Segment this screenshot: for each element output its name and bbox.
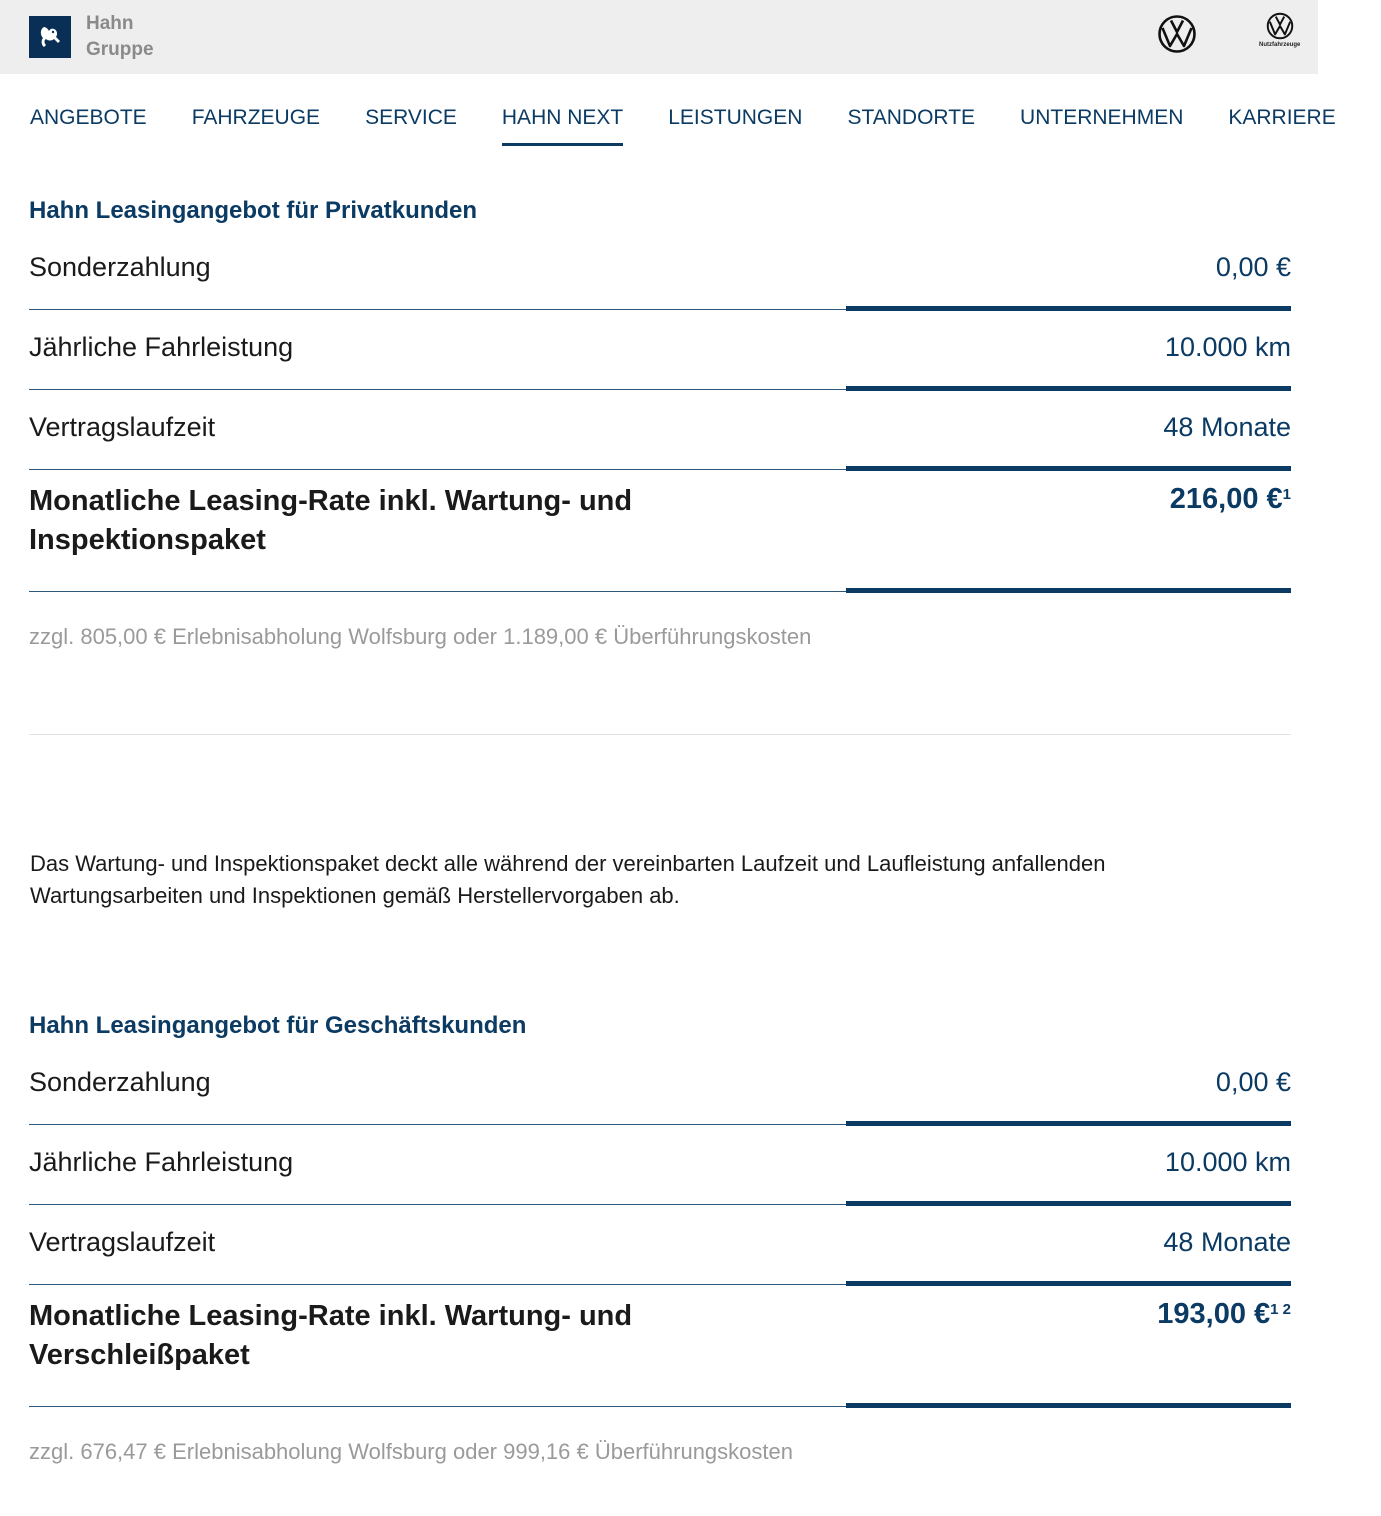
- main-nav: [30, 104, 1381, 146]
- monthly-rate-value: [1157, 1297, 1291, 1331]
- nav-item-standorte[interactable]: STANDORTE: [847, 106, 976, 129]
- business-row-fahrleistung: [29, 1125, 1291, 1205]
- vw-logo-icon: [1157, 14, 1197, 54]
- nav-item-hahn-next[interactable]: HAHN NEXT: [502, 104, 623, 146]
- logo-text: [86, 11, 154, 63]
- vw-nutzfahrzeuge-caption: Nutzfahrzeuge: [1259, 42, 1301, 48]
- logo-line-2: Gruppe: [86, 39, 154, 60]
- business-row-laufzeit: [29, 1205, 1291, 1285]
- row-label: Vertragslaufzeit: [29, 1227, 216, 1257]
- row-label: Jährliche Fahrleistung: [29, 1147, 294, 1177]
- row-value: 48 Monate: [1163, 412, 1291, 442]
- business-row-sonderzahlung: [29, 1045, 1291, 1125]
- vw-nutzfahrzeuge-brand-link[interactable]: [1259, 12, 1300, 48]
- monthly-rate-amount: 193,00 €: [1157, 1298, 1271, 1330]
- logo-line-1: Hahn: [86, 13, 134, 34]
- business-delivery-note: zzgl. 676,47 € Erlebnisabholung Wolfsburg oder 999,16 € Überführungskosten: [29, 1439, 793, 1464]
- row-label: Sonderzahlung: [29, 1067, 211, 1097]
- row-value: 0,00 €: [1215, 252, 1291, 282]
- top-bar: [0, 0, 1318, 74]
- nav-item-karriere[interactable]: KARRIERE: [1228, 106, 1336, 129]
- private-delivery-note: zzgl. 805,00 € Erlebnisabholung Wolfsburg oder 1.189,00 € Überführungskosten: [29, 624, 812, 649]
- row-accent-bar: [846, 588, 1291, 593]
- monthly-rate-label: Monatliche Leasing-Rate inkl. Wartung- und Verschleißpaket: [29, 1300, 633, 1371]
- vw-nutzfahrzeuge-logo-icon: [1266, 12, 1294, 40]
- hahn-gruppe-logo[interactable]: [29, 11, 154, 63]
- row-value: 0,00 €: [1215, 1067, 1291, 1097]
- nav-item-fahrzeuge[interactable]: FAHRZEUGE: [191, 106, 321, 129]
- private-row-monthly-rate: [29, 470, 1291, 592]
- nav-item-unternehmen[interactable]: UNTERNEHMEN: [1020, 106, 1184, 129]
- vw-brand-link[interactable]: [1157, 14, 1197, 54]
- footnote-marker: 1: [1282, 486, 1291, 503]
- nav-item-leistungen[interactable]: LEISTUNGEN: [668, 106, 803, 129]
- nav-item-service[interactable]: SERVICE: [365, 106, 457, 129]
- private-row-sonderzahlung: [29, 230, 1291, 310]
- business-offer-section: [29, 1011, 1291, 1467]
- private-row-laufzeit: [29, 390, 1291, 470]
- private-row-fahrleistung: [29, 310, 1291, 390]
- private-offer-title: Hahn Leasingangebot für Privatkunden: [29, 197, 478, 224]
- section-divider: [29, 734, 1291, 735]
- row-value: 48 Monate: [1163, 1227, 1291, 1257]
- nav-item-angebote[interactable]: ANGEBOTE: [30, 106, 147, 129]
- monthly-rate-label: Monatliche Leasing-Rate inkl. Wartung- und Inspektionspaket: [29, 485, 633, 556]
- row-label: Jährliche Fahrleistung: [29, 332, 294, 362]
- row-label: Vertragslaufzeit: [29, 412, 216, 442]
- business-offer-title: Hahn Leasingangebot für Geschäftskunden: [29, 1012, 527, 1039]
- row-value: 10.000 km: [1164, 332, 1291, 362]
- maintenance-info-text: Das Wartung- und Inspektionspaket deckt alle während der vereinbarten Laufzeit und Laufleistung anfallenden Wartungsarbeiten und Inspektionen gemäß Herstellervorgaben ab.: [30, 851, 1106, 908]
- row-label: Sonderzahlung: [29, 252, 211, 282]
- business-row-monthly-rate: [29, 1285, 1291, 1407]
- monthly-rate-value: [1170, 482, 1291, 516]
- footnote-marker: 1 2: [1270, 1301, 1291, 1318]
- hahn-rooster-icon: [29, 16, 71, 58]
- monthly-rate-amount: 216,00 €: [1169, 483, 1283, 515]
- private-offer-section: [29, 196, 1291, 652]
- row-accent-bar: [846, 1403, 1291, 1408]
- row-value: 10.000 km: [1164, 1147, 1291, 1177]
